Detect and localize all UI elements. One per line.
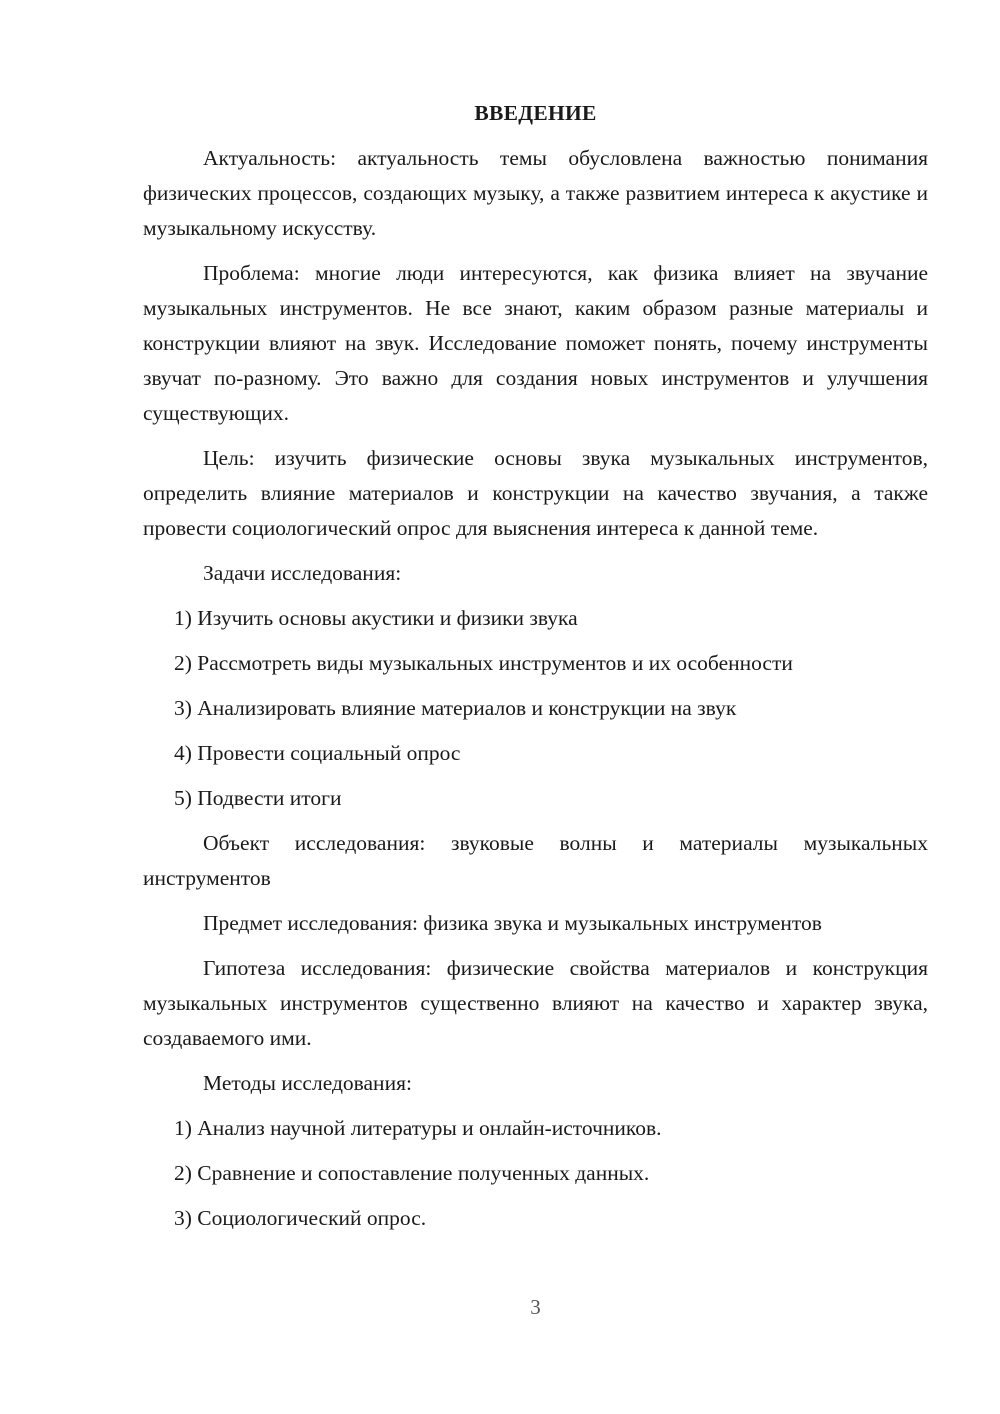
list-item: 5) Подвести итоги: [174, 786, 342, 810]
section-title: ВВЕДЕНИЕ: [474, 101, 597, 125]
list-item: 1) Изучить основы акустики и физики звука: [174, 606, 578, 630]
relevance-paragraph: Актуальность: актуальность темы обусловлена важностью понимания физических процессов, создающих музыку, а также развитием интереса к акустике и музыкальному искусству.: [143, 146, 928, 240]
tasks-heading: Задачи исследования:: [203, 561, 402, 585]
object-paragraph: Объект исследования: звуковые волны и материалы музыкальных инструментов: [143, 831, 928, 890]
list-item: 3) Социологический опрос.: [174, 1206, 427, 1230]
list-item: 1) Анализ научной литературы и онлайн-источников.: [174, 1116, 662, 1140]
list-item: 3) Анализировать влияние материалов и конструкции на звук: [174, 696, 737, 720]
goal-paragraph: Цель: изучить физические основы звука музыкальных инструментов, определить влияние материалов и конструкции на качество звучания, а также провести социологический опрос для выяснения интереса к данной теме.: [143, 446, 928, 540]
page-number: 3: [530, 1295, 541, 1319]
hypothesis-paragraph: Гипотеза исследования: физические свойства материалов и конструкция музыкальных инструментов существенно влияют на качество и характер звука, создаваемого ими.: [143, 956, 928, 1050]
list-item: 4) Провести социальный опрос: [174, 741, 461, 765]
page-content: [143, 96, 928, 1246]
tasks-list: [143, 601, 928, 816]
methods-list: [143, 1111, 928, 1236]
list-item: 2) Рассмотреть виды музыкальных инструментов и их особенности: [174, 651, 793, 675]
problem-paragraph: Проблема: многие люди интересуются, как физика влияет на звучание музыкальных инструментов. Не все знают, каким образом разные материалы и конструкции влияют на звук. Исследование поможет понять, почему инструменты звучат по-разному. Это важно для создания новых инструментов и улучшения существующих.: [143, 261, 928, 425]
methods-heading: Методы исследования:: [203, 1071, 412, 1095]
subject-paragraph: Предмет исследования: физика звука и музыкальных инструментов: [203, 911, 822, 935]
list-item: 2) Сравнение и сопоставление полученных данных.: [174, 1161, 650, 1185]
